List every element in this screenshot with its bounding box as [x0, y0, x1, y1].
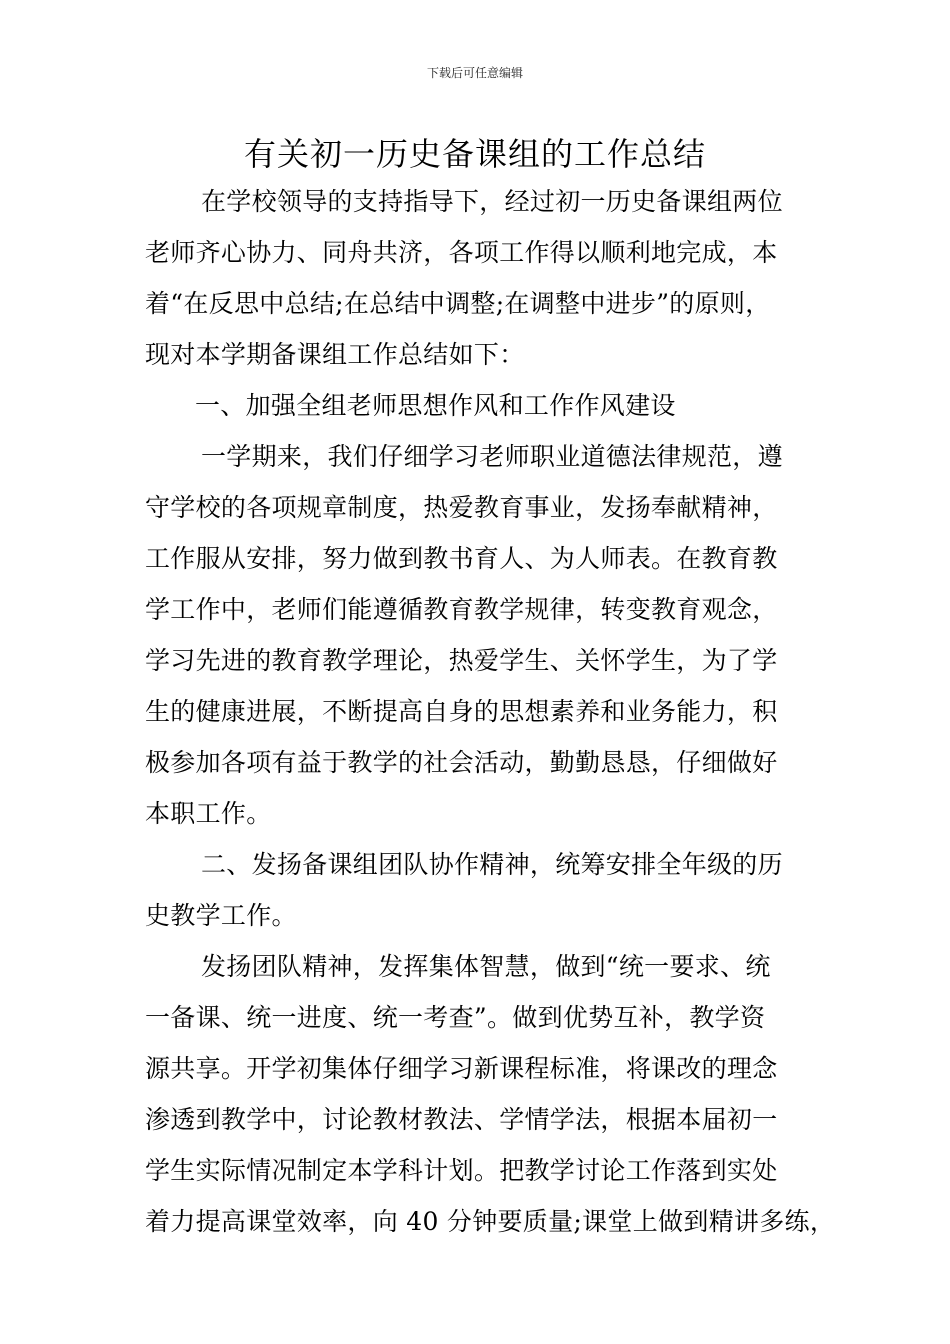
text-line: 学习先进的教育教学理论，热爱学生、关怀学生，为了学	[145, 646, 778, 675]
text-line: 二、发扬备课组团队协作精神，统筹安排全年级的历	[201, 850, 783, 879]
text-line: 史教学工作。	[145, 901, 297, 930]
text-line: 发扬团队精神，发挥集体智慧，做到“统一要求、统	[201, 952, 771, 981]
text-line: 一学期来，我们仔细学习老师职业道德法律规范，遵	[201, 442, 783, 471]
document-body	[145, 176, 836, 1247]
header-note: 下载后可任意编辑	[426, 66, 523, 80]
text-line: 在学校领导的支持指导下，经过初一历史备课组两位	[201, 187, 783, 216]
text-line: 一、加强全组老师思想作风和工作作风建设	[195, 391, 676, 420]
text-line: 极参加各项有益于教学的社会活动，勤勤恳恳，仔细做好	[145, 748, 778, 777]
text-line: 着“在反思中总结;在总结中调整;在调整中进步”的原则，	[145, 289, 771, 318]
text-line: 渗透到教学中，讨论教材教法、学情学法，根据本届初一	[145, 1105, 778, 1134]
text-line: 学生实际情况制定本学科计划。把教学讨论工作落到实处	[145, 1156, 778, 1185]
text-line: 老师齐心协力、同舟共济，各项工作得以顺利地完成，本	[145, 238, 778, 267]
text-line: 学工作中，老师们能遵循教育教学规律，转变教育观念，	[145, 595, 778, 624]
text-line: 源共享。开学初集体仔细学习新课程标准，将课改的理念	[145, 1054, 778, 1083]
document-title: 有关初一历史备课组的工作总结	[243, 135, 706, 173]
text-line: 现对本学期备课组工作总结如下：	[145, 340, 525, 369]
text-line: 生的健康进展，不断提高自身的思想素养和业务能力，积	[145, 697, 778, 726]
text-line: 本职工作。	[145, 799, 272, 828]
text-line: 工作服从安排，努力做到教书育人、为人师表。在教育教	[145, 544, 778, 573]
text-line: 着力提高课堂效率，向 40 分钟要质量;课堂上做到精讲多练，	[145, 1207, 836, 1236]
text-line: 一备课、统一进度、统一考查”。做到优势互补，教学资	[145, 1003, 766, 1032]
text-line: 守学校的各项规章制度，热爱教育事业，发扬奉献精神，	[145, 493, 778, 522]
